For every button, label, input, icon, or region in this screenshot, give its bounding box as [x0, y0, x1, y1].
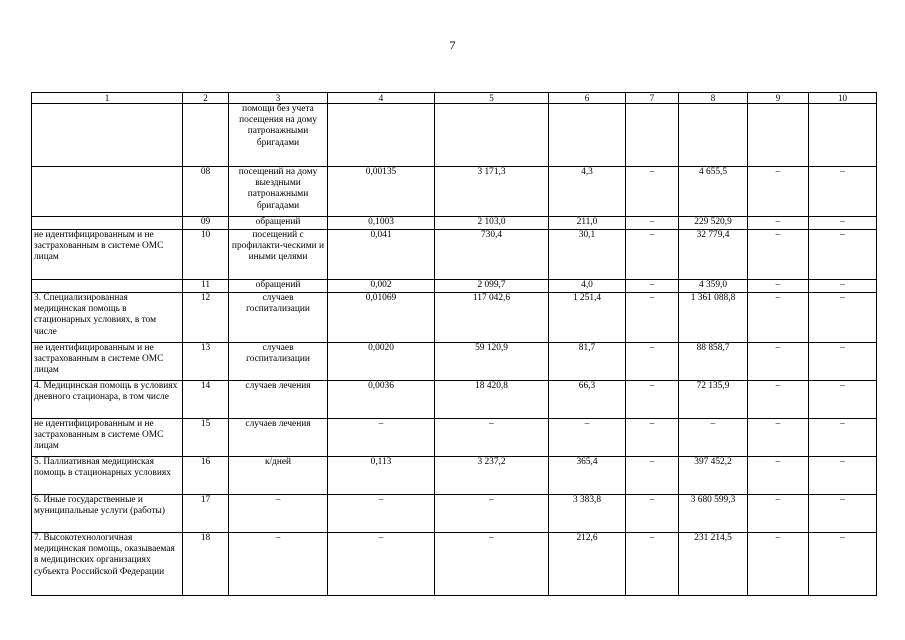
col10-cell: – — [809, 293, 877, 343]
total-cell: 4 655,5 — [679, 167, 748, 217]
per-capita-cell: – — [549, 419, 626, 457]
cost-cell: 2 103,0 — [435, 217, 549, 230]
column-number-5: 5 — [435, 93, 549, 104]
col10-cell: – — [809, 457, 877, 495]
cost-cell: 2 099,7 — [435, 280, 549, 293]
row-code: 10 — [183, 230, 229, 280]
row-label — [32, 167, 183, 217]
row-code: 13 — [183, 343, 229, 381]
col9-cell: – — [748, 457, 809, 495]
total-cell: 231 214,5 — [679, 533, 748, 596]
row-label: 4. Медицинская помощь в условиях дневного стационара, в том числе — [32, 381, 183, 419]
column-number-2: 2 — [183, 93, 229, 104]
column-number-6: 6 — [549, 93, 626, 104]
table-row — [32, 167, 877, 217]
page-number: 7 — [449, 38, 456, 52]
col7-cell: – — [626, 230, 679, 280]
total-cell: 3 680 599,3 — [679, 495, 748, 533]
row-code: 08 — [183, 167, 229, 217]
column-number-4: 4 — [328, 93, 435, 104]
unit-cell: посещений на дому выездными патронажными бригадами — [229, 167, 328, 217]
norm-cell: – — [328, 419, 435, 457]
per-capita-cell: 4,0 — [549, 280, 626, 293]
col9-cell: – — [748, 495, 809, 533]
col10-cell: – — [809, 280, 877, 293]
col7-cell: – — [626, 533, 679, 596]
column-number-9: 9 — [748, 93, 809, 104]
cost-cell: – — [435, 419, 549, 457]
table-row — [32, 343, 877, 381]
col7-cell: – — [626, 419, 679, 457]
total-cell: 4 359,0 — [679, 280, 748, 293]
norm-cell: 0,041 — [328, 230, 435, 280]
row-label: 3. Специализированная медицинская помощь в стационарных условиях, в том числе — [32, 293, 183, 343]
table-row — [32, 293, 877, 343]
col9-cell: – — [748, 280, 809, 293]
row-label: не идентифицированным и не застрахованным в системе ОМС лицам — [32, 343, 183, 381]
col7-cell: – — [626, 457, 679, 495]
cost-cell: – — [435, 533, 549, 596]
row-label: 5. Паллиативная медицинская помощь в стационарных условиях — [32, 457, 183, 495]
col9-cell: – — [748, 167, 809, 217]
col10-cell: – — [809, 343, 877, 381]
per-capita-cell: 211,0 — [549, 217, 626, 230]
col9-cell: – — [748, 533, 809, 596]
table-row — [32, 104, 877, 167]
col7-cell: – — [626, 381, 679, 419]
row-code: 11 — [183, 280, 229, 293]
column-number-3: 3 — [229, 93, 328, 104]
norm-cell: 0,113 — [328, 457, 435, 495]
data-table — [31, 92, 877, 596]
unit-cell: посещений с профилакти-ческими и иными целями — [229, 230, 328, 280]
per-capita-cell — [549, 104, 626, 167]
col7-cell: – — [626, 343, 679, 381]
row-label — [32, 217, 183, 230]
unit-cell: случаев лечения — [229, 419, 328, 457]
row-code: 17 — [183, 495, 229, 533]
table-row — [32, 230, 877, 280]
column-number-10: 10 — [809, 93, 877, 104]
row-code — [183, 104, 229, 167]
table-row — [32, 280, 877, 293]
col10-cell: – — [809, 167, 877, 217]
per-capita-cell: 3 383,8 — [549, 495, 626, 533]
norm-cell: – — [328, 533, 435, 596]
column-number-1: 1 — [32, 93, 183, 104]
column-number-7: 7 — [626, 93, 679, 104]
table-body — [32, 104, 877, 596]
unit-cell: случаев лечения — [229, 381, 328, 419]
col10-cell: – — [809, 533, 877, 596]
col9-cell — [748, 104, 809, 167]
cost-cell: 3 171,3 — [435, 167, 549, 217]
col9-cell: – — [748, 381, 809, 419]
norm-cell: 0,002 — [328, 280, 435, 293]
unit-cell: обращений — [229, 217, 328, 230]
per-capita-cell: 4,3 — [549, 167, 626, 217]
col9-cell: – — [748, 419, 809, 457]
per-capita-cell: 212,6 — [549, 533, 626, 596]
col10-cell: – — [809, 495, 877, 533]
per-capita-cell: 365,4 — [549, 457, 626, 495]
table-row — [32, 217, 877, 230]
norm-cell — [328, 104, 435, 167]
cost-cell: – — [435, 495, 549, 533]
total-cell: 1 361 088,8 — [679, 293, 748, 343]
row-code: 18 — [183, 533, 229, 596]
col7-cell: – — [626, 167, 679, 217]
col9-cell: – — [748, 293, 809, 343]
cost-cell: 59 120,9 — [435, 343, 549, 381]
unit-cell: обращений — [229, 280, 328, 293]
table-row — [32, 457, 877, 495]
norm-cell: 0,0036 — [328, 381, 435, 419]
cost-cell: 18 420,8 — [435, 381, 549, 419]
per-capita-cell: 1 251,4 — [549, 293, 626, 343]
norm-cell: 0,1003 — [328, 217, 435, 230]
table-row — [32, 495, 877, 533]
table-row — [32, 381, 877, 419]
row-label — [32, 280, 183, 293]
total-cell: 397 452,2 — [679, 457, 748, 495]
per-capita-cell: 66,3 — [549, 381, 626, 419]
row-code: 16 — [183, 457, 229, 495]
row-code: 09 — [183, 217, 229, 230]
unit-cell: случаев госпитализации — [229, 343, 328, 381]
total-cell: 88 858,7 — [679, 343, 748, 381]
col10-cell: – — [809, 419, 877, 457]
column-number-8: 8 — [679, 93, 748, 104]
row-code: 15 — [183, 419, 229, 457]
per-capita-cell: 30,1 — [549, 230, 626, 280]
unit-cell: помощи без учета посещения на дому патронажными бригадами — [229, 104, 328, 167]
col7-cell: – — [626, 280, 679, 293]
col10-cell: – — [809, 381, 877, 419]
table-row — [32, 533, 877, 596]
cost-cell: 117 042,6 — [435, 293, 549, 343]
total-cell: 229 520,9 — [679, 217, 748, 230]
unit-cell: – — [229, 495, 328, 533]
col10-cell: – — [809, 217, 877, 230]
total-cell — [679, 104, 748, 167]
norm-cell: – — [328, 495, 435, 533]
norm-cell: 0,0020 — [328, 343, 435, 381]
row-label: 6. Иные государственные и муниципальные услуги (работы) — [32, 495, 183, 533]
row-label: 7. Высокотехнологичная медицинская помощь, оказываемая в медицинских организациях субъекта Российской Федерации — [32, 533, 183, 596]
col9-cell: – — [748, 217, 809, 230]
unit-cell: к/дней — [229, 457, 328, 495]
col7-cell: – — [626, 217, 679, 230]
col7-cell: – — [626, 495, 679, 533]
col9-cell: – — [748, 343, 809, 381]
col7-cell: – — [626, 293, 679, 343]
cost-cell: 3 237,2 — [435, 457, 549, 495]
cost-cell: 730,4 — [435, 230, 549, 280]
col9-cell: – — [748, 230, 809, 280]
total-cell: 32 779,4 — [679, 230, 748, 280]
col10-cell — [809, 104, 877, 167]
cost-cell — [435, 104, 549, 167]
unit-cell: случаев госпитализации — [229, 293, 328, 343]
total-cell: – — [679, 419, 748, 457]
col10-cell: – — [809, 230, 877, 280]
row-label — [32, 104, 183, 167]
norm-cell: 0,00135 — [328, 167, 435, 217]
row-label: не идентифицированным и не застрахованным в системе ОМС лицам — [32, 230, 183, 280]
row-code: 12 — [183, 293, 229, 343]
table-header-row — [32, 93, 877, 104]
col7-cell — [626, 104, 679, 167]
norm-cell: 0,01069 — [328, 293, 435, 343]
per-capita-cell: 81,7 — [549, 343, 626, 381]
total-cell: 72 135,9 — [679, 381, 748, 419]
table-row — [32, 419, 877, 457]
row-code: 14 — [183, 381, 229, 419]
unit-cell: – — [229, 533, 328, 596]
row-label: не идентифицированным и не застрахованным в системе ОМС лицам — [32, 419, 183, 457]
